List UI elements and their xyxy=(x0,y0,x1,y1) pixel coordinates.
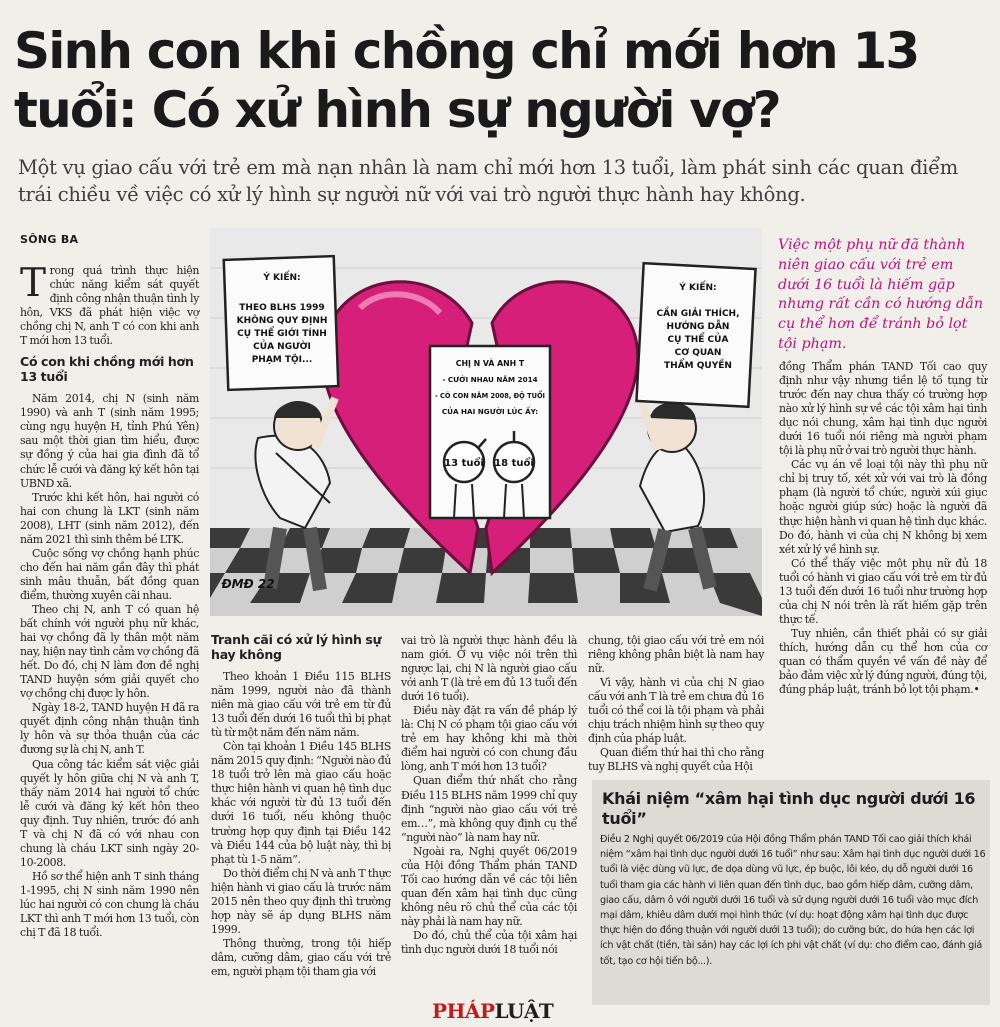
column-1 xyxy=(20,261,199,940)
paragraph: vai trò là người thực hành đều là nam giới. Ở vụ việc nói trên thì ngược lại, chị N là người giao cấu với anh T (là trẻ em đủ 13 tuổi đến dưới 16 tuổi). xyxy=(401,634,577,704)
center-sign xyxy=(430,346,550,518)
subhead-1: Có con khi chồng mới hơn 13 tuổi xyxy=(20,354,194,385)
left-sign-line: CỦA NGƯỜI xyxy=(253,342,311,352)
right-sign-line: CỤ THỂ CỦA xyxy=(667,335,729,345)
right-sign-line: Ý KIẾN: xyxy=(679,283,717,293)
logo-part-2: LUẬT xyxy=(494,999,554,1023)
paragraph: Còn tại khoản 1 Điều 145 BLHS năm 2015 quy định: “Người nào đủ 18 tuổi trở lên mà giao cấu hoặc thực hiện hành vi quan hệ tình dục khác với người từ đủ 13 tuổi đến dưới 16 tuổi, nếu không thuộc trường hợp quy định tại Điều 142 và Điều 144 của bộ luật này, thì bị phạt tù 1-5 năm”. xyxy=(211,740,391,866)
center-sign-line: - CƯỚI NHAU NĂM 2014 xyxy=(442,375,538,384)
cartoon-illustration xyxy=(210,228,762,616)
left-sign-line: CỤ THỂ GIỚI TÍNH xyxy=(237,329,327,339)
logo-part-1: PHÁP xyxy=(432,999,495,1023)
right-sign-line: CƠ QUAN xyxy=(674,348,722,358)
column-5 xyxy=(779,360,987,697)
center-sign-line: CHỊ N VÀ ANH T xyxy=(455,359,525,368)
paragraph: Cuộc sống vợ chồng hạnh phúc cho đến hai năm gần đây thì phát sinh mâu thuẫn, bất đồng quan điểm, thường xuyên cãi nhau. xyxy=(20,546,199,602)
pull-quote: Việc một phụ nữ đã thành niên giao cấu với trẻ em dưới 16 tuổi là hiếm gặp nhưng rất cần có hướng dẫn cụ thể hơn để tránh bỏ lọt tội phạm. xyxy=(778,237,984,352)
byline: SÔNG BA xyxy=(20,233,79,246)
paragraph: chung, tội giao cấu với trẻ em nói riêng không phân biệt là nam hay nữ. xyxy=(588,634,764,676)
paragraph: Quan điểm thứ hai thì cho rằng tuy BLHS và nghị quyết của Hội xyxy=(588,746,764,774)
paragraph: Tuy nhiên, cần thiết phải có sự giải thích, hướng dẫn cụ thể hơn của cơ quan có thẩm quyền về vấn đề này để bảo đảm việc xử lý đúng người, đúng tội, đúng pháp luật, tránh bỏ lọt tội phạm.• xyxy=(779,626,987,697)
intro-paragraph: rong quá trình thực hiện chức năng kiểm sát quyết định công nhận thuận tình ly hôn, VKS đã phát hiện việc vợ chồng chị N, anh T có con khi anh T mới hơn 13 tuổi. xyxy=(20,264,199,348)
paragraph: Theo chị N, anh T có quan hệ bất chính với người phụ nữ khác, hai vợ chồng đã ly thân một năm nay, hiện nay tình cảm vợ chồng đã hết. Do đó, chị N làm đơn đề nghị TAND huyện sớm giải quyết cho vợ chồng chị được ly hôn. xyxy=(20,602,199,701)
headline: Sinh con khi chồng chỉ mới hơn 13 tuổi: Có xử hình sự người vợ? xyxy=(14,22,919,139)
cartoon-drawing xyxy=(210,228,762,616)
paragraph: Do thời điểm chị N và anh T thực hiện hành vi giao cấu là trước năm 2015 nên theo quy định thì trường hợp này sẽ áp dụng BLHS năm 1999. xyxy=(211,866,391,936)
center-sign-line: - CÓ CON NĂM 2008, ĐỘ TUỔI xyxy=(435,392,545,400)
left-sign-line: KHÔNG QUY ĐỊNH xyxy=(236,316,328,326)
male-age-label: 13 tuổi xyxy=(444,458,484,469)
paragraph: Thông thường, trong tội hiếp dâm, cưỡng dâm, giao cấu với trẻ em, người phạm tội tham gia với xyxy=(211,936,391,978)
sapo: Một vụ giao cấu với trẻ em mà nạn nhân là nam chỉ mới hơn 13 tuổi, làm phát sinh các quan điểm trái chiều về việc có xử lý hình sự người nữ với vai trò người thực hành hay không. xyxy=(18,156,958,206)
paragraph: Quan điểm thứ nhất cho rằng Điều 115 BLHS năm 1999 chỉ quy định “người nào giao cấu với trẻ em…”, mà không quy định cụ thể “người nào” là nam hay nữ. xyxy=(401,774,577,844)
artist-signature: ĐMĐ 22 xyxy=(221,577,275,591)
center-sign-line: CỦA HAI NGƯỜI LÚC ẤY: xyxy=(441,407,539,416)
publication-logo xyxy=(432,999,552,1023)
paragraph: Theo khoản 1 Điều 115 BLHS năm 1999, người nào đã thành niên mà giao cấu với trẻ em từ đủ 13 tuổi đến dưới 16 tuổi thì bị phạt tù từ một năm đến năm năm. xyxy=(211,670,391,740)
column-4 xyxy=(588,634,764,774)
info-box-title: Khái niệm “xâm hại tình dục người dưới 16 tuổi” xyxy=(602,789,976,828)
paragraph: Trước khi kết hôn, hai người có hai con chung là LKT (sinh năm 2008), LHT (sinh năm 2012), đến năm 2021 thì sinh thêm bé LTK. xyxy=(20,490,199,546)
paragraph: Các vụ án về loại tội này thì phụ nữ chỉ bị truy tố, xét xử với vai trò là đồng phạm (là người tổ chức, người xúi giục hoặc người giúp sức) hoặc là người đã thực hiện hành vi quan hệ tình dục khác. Do đó, hành vi của chị N không bị xem xét xử lý về hình sự. xyxy=(779,458,987,556)
paragraph: Điều này đặt ra vấn đề pháp lý là: Chị N có phạm tội giao cấu với trẻ em hay không khi mà thời điểm hai người có con chung đầu lòng, anh T mới hơn 13 tuổi? xyxy=(401,704,577,774)
paragraph: Vì vậy, hành vi của chị N giao cấu với anh T là trẻ em chưa đủ 16 tuổi có thể coi là tội phạm và phải chịu trách nhiệm hình sự theo quy định của pháp luật. xyxy=(588,676,764,746)
column-2 xyxy=(211,626,391,979)
left-sign-line: PHẠM TỘI... xyxy=(251,355,313,365)
checkered-floor xyxy=(210,528,762,616)
subhead-2: Tranh cãi có xử lý hình sự hay không xyxy=(211,632,382,662)
right-sign-line: THẨM QUYỀN xyxy=(664,361,732,371)
paragraph: Ngoài ra, Nghị quyết 06/2019 của Hội đồng Thẩm phán TAND Tối cao hướng dẫn về các tội liên quan đến xâm hại tình dục cũng không nêu rõ chủ thể của các tội này phải là nam hay nữ. xyxy=(401,844,577,928)
left-sign-line: Ý KIẾN: xyxy=(263,273,301,283)
paragraph: Năm 2014, chị N (sinh năm 1990) và anh T (sinh năm 1995; cùng ngụ huyện H, tỉnh Phú Yên) sau một thời gian tìm hiểu, được sự đồng ý của hai gia đình đã tổ chức lễ cưới và đăng ký kết hôn tại UBND xã. xyxy=(20,392,199,490)
paragraph: đồng Thẩm phán TAND Tối cao quy định như vậy nhưng tiền lệ tố tụng từ trước đến nay chưa thấy có trường hợp nào xử lý hình sự về các tội xâm hại tình dục nói chung, xâm hại tình dục người dưới 16 tuổi nói riêng mà người phạm tội là phụ nữ ở vai trò người thực hành. xyxy=(779,360,987,458)
left-sign-line: THEO BLHS 1999 xyxy=(239,303,325,313)
paragraph: Qua công tác kiểm sát việc giải quyết ly hôn giữa chị N và anh T, thấy năm 2014 hai người tổ chức lễ cưới và đăng ký kết hôn theo quy định. Tuy nhiên, trước đó anh T và chị N đã có với nhau con chung là cháu LKT sinh ngày 20-10-2008. xyxy=(20,757,199,869)
info-box-text: Điều 2 Nghị quyết 06/2019 của Hội đồng Thẩm phán TAND Tối cao giải thích khái niệm “xâm hại tình dục người dưới 16 tuổi” như sau: Xâm hại tình dục người dưới 16 tuổi là việc dùng vũ lực, đe dọa dùng vũ lực, ép buộc, lôi kéo, dụ dỗ người dưới 16 tuổi tham gia các hành vi liên quan đến tình dục, bao gồm hiếp dâm, cưỡng dâm, giao cấu, dâm ô với người dưới 16 tuổi và sử dụng người dưới 16 tuổi vào mục đích mại dâm, khiêu dâm dưới mọi hình thức (ví dụ: hoạt động xâm hại tình dục được thực hiện do đồng thuận với người dưới 13 tuổi); do cưỡng bức, do hứa hẹn các lợi ích vật chất (tiền, tài sản) hay các lợi ích phi vật chất (ví dụ: cho điểm cao, đánh giá tốt, tạo cơ hội tiến bộ...). xyxy=(600,834,986,967)
paragraph: Hồ sơ thể hiện anh T sinh tháng 1-1995, chị N sinh năm 1990 nên lúc hai người có con chung là cháu LKT thì anh T mới hơn 13 tuổi, còn chị T đã 18 tuổi. xyxy=(20,869,199,940)
paragraph: Do đó, chủ thể của tội xâm hại tình dục người dưới 18 tuổi nói xyxy=(401,928,577,957)
female-age-label: 18 tuổi xyxy=(494,458,534,469)
right-sign-line: HƯỚNG DẪN xyxy=(666,322,730,332)
paragraph: Có thể thấy việc một phụ nữ đủ 18 tuổi có hành vi giao cấu với trẻ em từ đủ 13 tuổi đến dưới 16 tuổi như trường hợp của chị N nói trên là rất hiếm gặp trên thực tế. xyxy=(779,556,987,626)
column-3 xyxy=(401,634,577,957)
paragraph: Ngày 18-2, TAND huyện H đã ra quyết định công nhận thuận tình ly hôn và sự thỏa thuận của các đương sự là chị N, anh T. xyxy=(20,701,199,757)
right-sign-line: CẦN GIẢI THÍCH, xyxy=(656,309,740,319)
drop-cap: T xyxy=(20,261,46,306)
